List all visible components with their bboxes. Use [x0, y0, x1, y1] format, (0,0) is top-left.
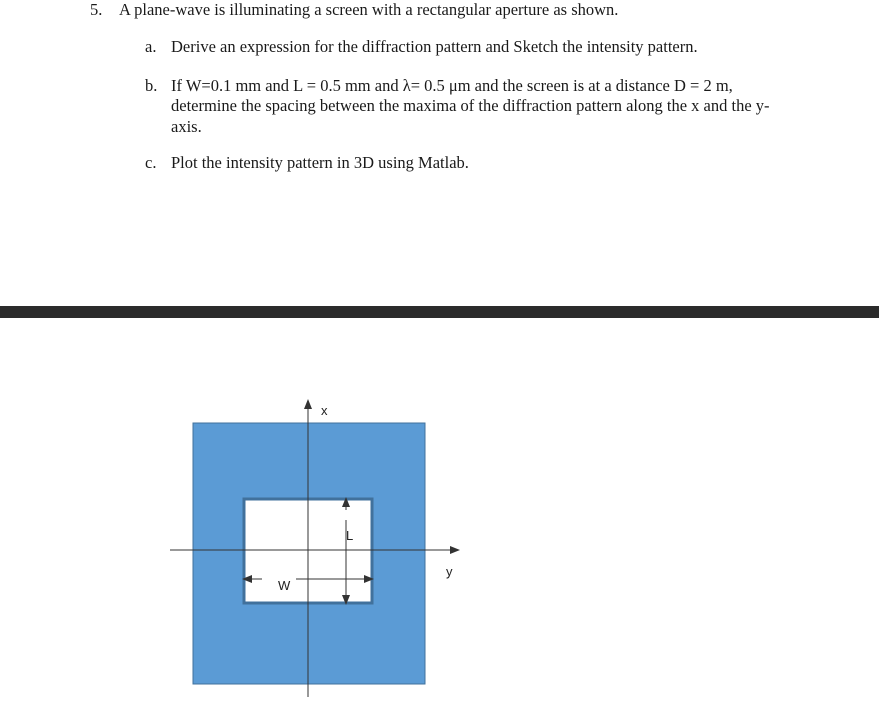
l-dimension-label: L: [346, 528, 354, 543]
w-dimension-label: W: [278, 578, 291, 593]
part-b-line-2: determine the spacing between the maxima of the diffraction pattern along the x and the y-: [171, 96, 770, 115]
problem-number: 5.: [90, 0, 103, 19]
part-b-label: b.: [145, 76, 158, 95]
part-c-label: c.: [145, 153, 157, 172]
y-axis-label: y: [446, 564, 453, 579]
part-b-line-3: axis.: [171, 117, 202, 136]
part-a-text: Derive an expression for the diffraction pattern and Sketch the intensity pattern.: [171, 37, 698, 56]
part-c-text: Plot the intensity pattern in 3D using Matlab.: [171, 153, 469, 172]
problem-statement: A plane-wave is illuminating a screen with a rectangular aperture as shown.: [119, 0, 619, 19]
part-a-label: a.: [145, 37, 157, 56]
x-axis-label: x: [321, 403, 328, 418]
part-b-line-1: If W=0.1 mm and L = 0.5 mm and λ= 0.5 μm and the screen is at a distance D = 2 m,: [171, 76, 733, 95]
